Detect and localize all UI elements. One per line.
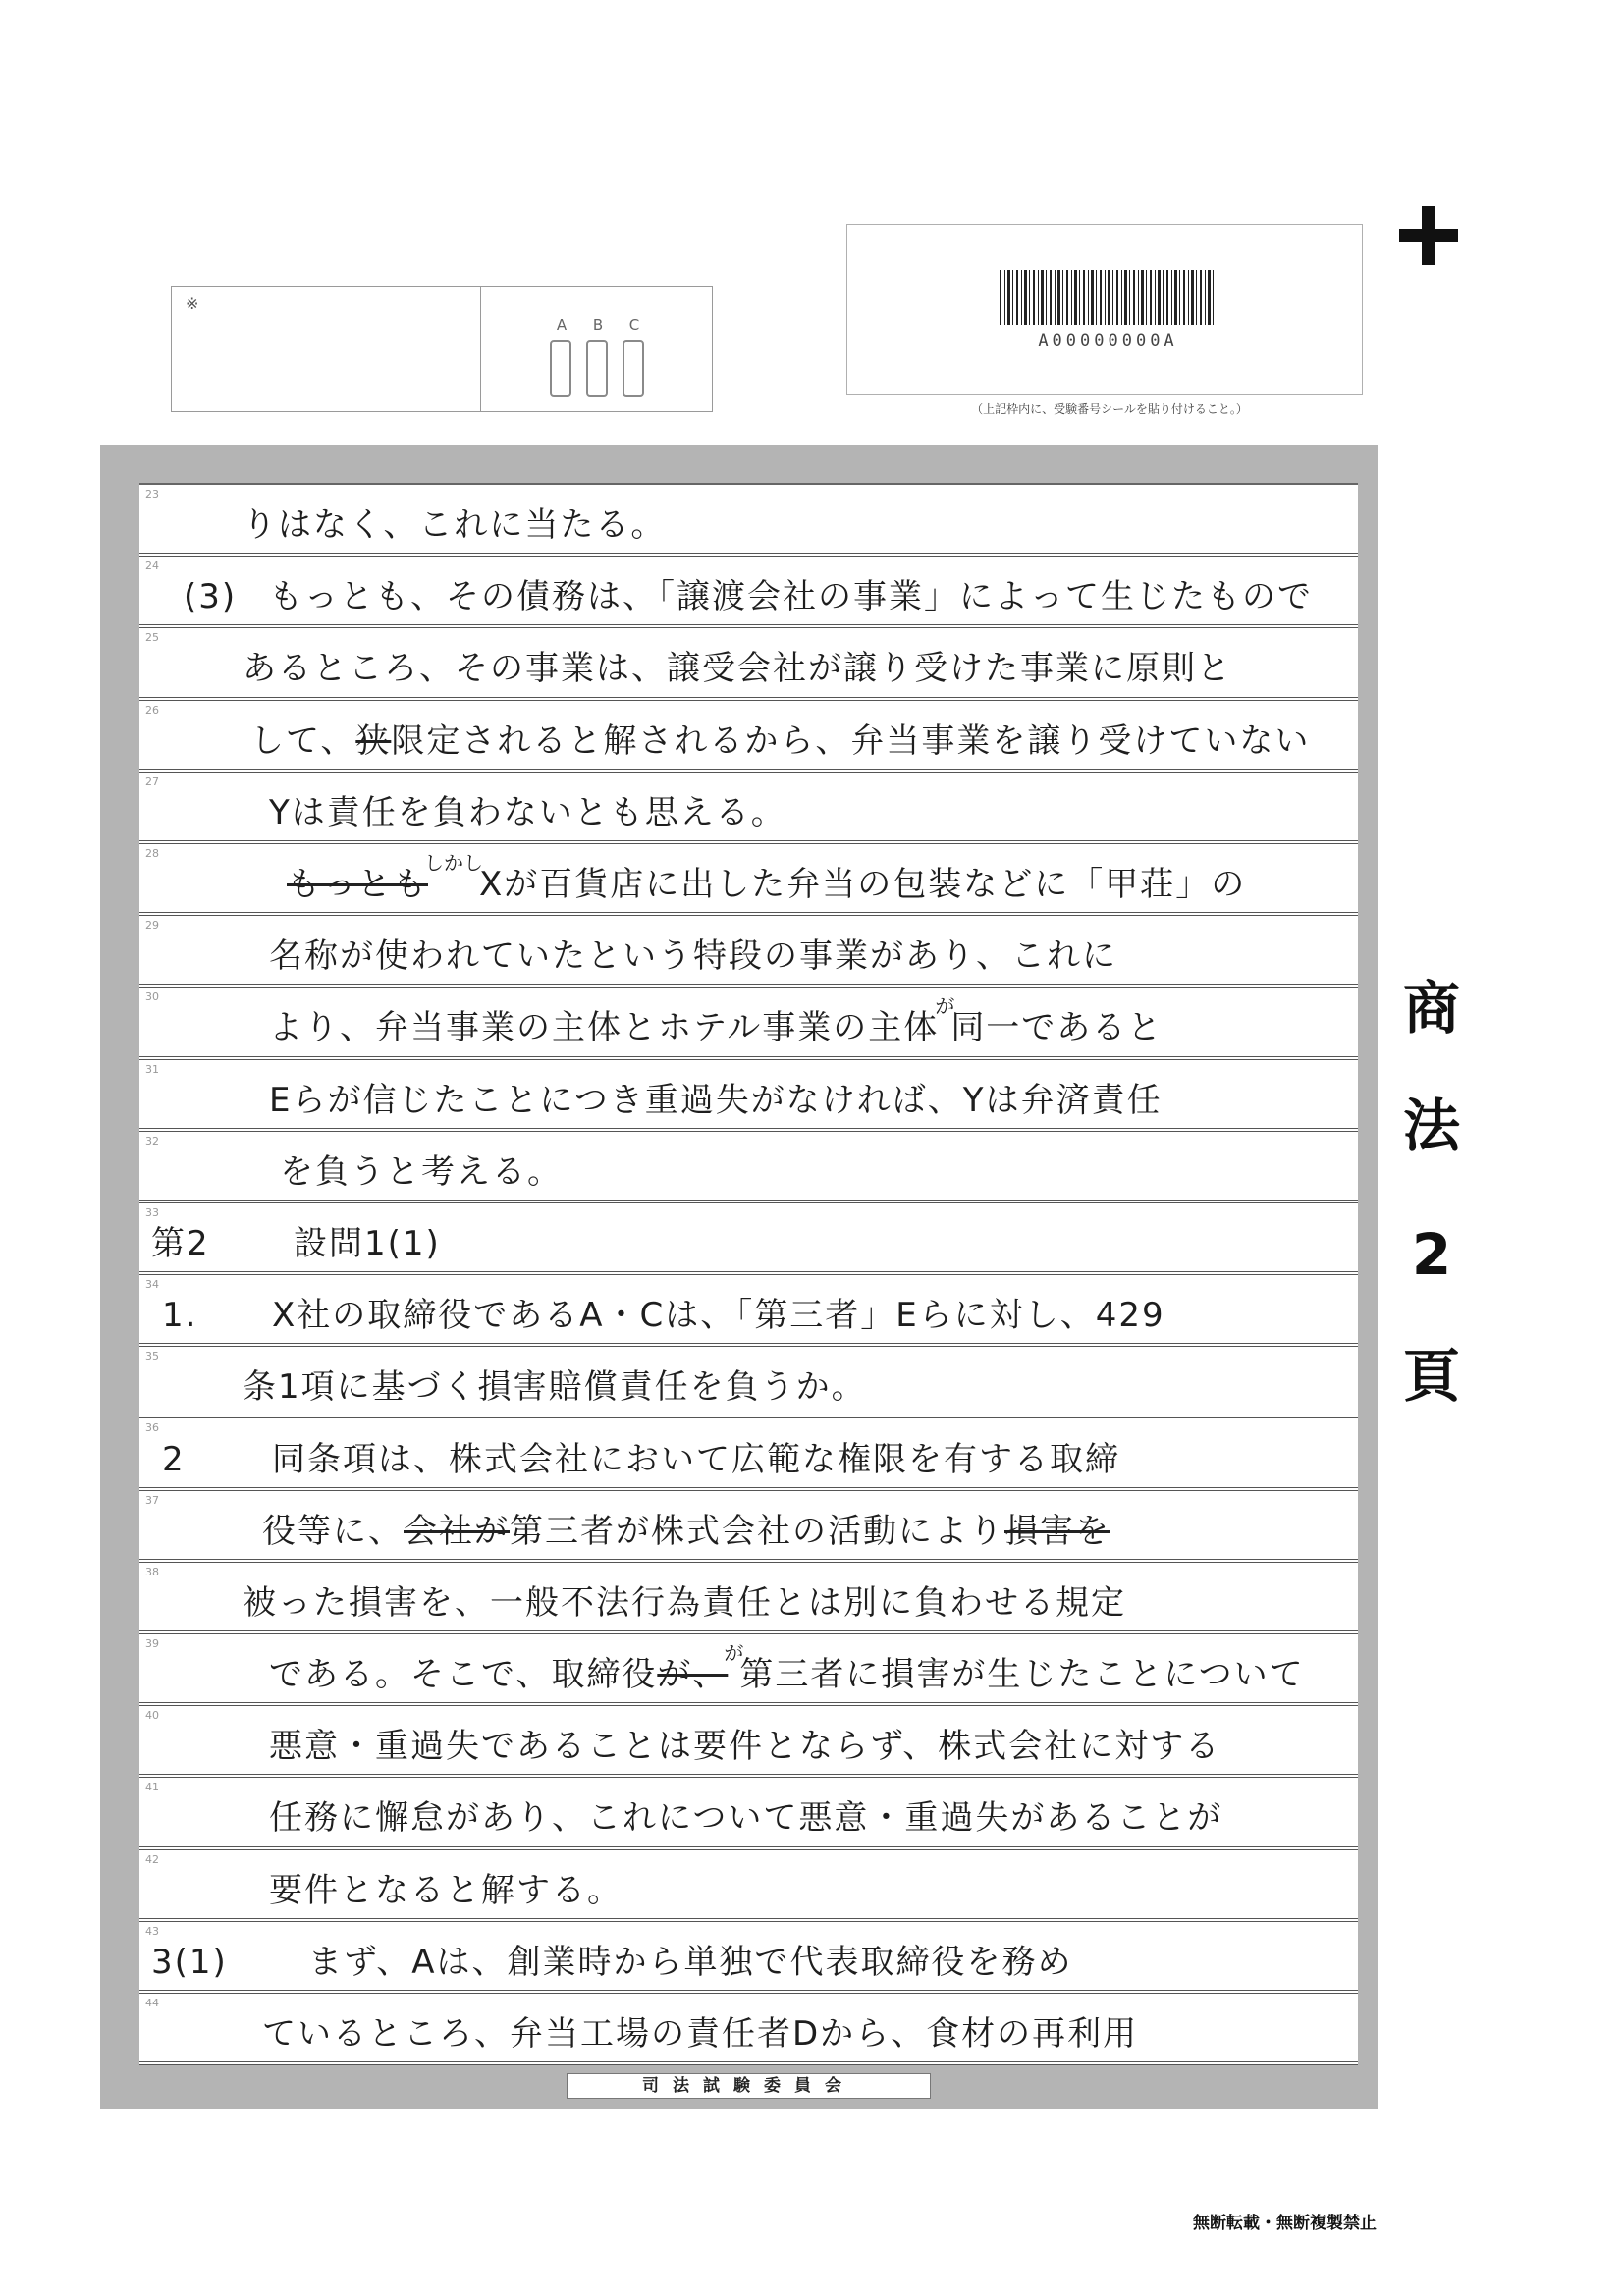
answer-line: [139, 628, 1358, 700]
line-number: 40: [145, 1709, 159, 1723]
subject-char: 商: [1402, 975, 1460, 1041]
line-number: 26: [145, 703, 159, 717]
struck-text: 会社が: [404, 1511, 510, 1551]
line-number: 30: [145, 990, 159, 1004]
barcode-icon: [1000, 270, 1217, 325]
answer-text: 同条項は、株式会社において広範な権限を有する取締: [272, 1439, 1120, 1479]
handwritten-line: [162, 1297, 1165, 1335]
answer-text: 名称が使われていたという特段の事業があり、これに: [269, 936, 1117, 977]
answer-line: [139, 1491, 1358, 1563]
answer-text: Yは責任を負わないとも思える。: [269, 792, 786, 832]
answer-text: もっとも、その債務は、「譲渡会社の事業」によって生じたもので: [269, 577, 1313, 617]
handwritten-line: [243, 1368, 867, 1407]
line-number: 44: [145, 1996, 159, 2009]
item-number: 3(1): [151, 1942, 228, 1982]
line-number: 24: [145, 560, 159, 573]
item-number: 1.: [162, 1296, 198, 1336]
line-number: 33: [145, 1205, 159, 1219]
answer-text: 条1項に基づく損害賠償責任を負うか。: [243, 1367, 867, 1408]
handwritten-line: [243, 650, 1232, 688]
answer-line: [139, 844, 1358, 916]
handwritten-line: [262, 1513, 1110, 1551]
answer-line: [139, 1563, 1358, 1634]
handwritten-line: [269, 794, 786, 832]
line-number: 42: [145, 1852, 159, 1866]
handwritten-line: [269, 994, 1164, 1048]
answer-line: [139, 1922, 1358, 1994]
inserted-text: が: [935, 994, 955, 1019]
line-number: 36: [145, 1421, 159, 1435]
handwritten-line: [162, 1441, 1120, 1479]
struck-text: 狭: [355, 721, 392, 761]
handwritten-line: [269, 1082, 1163, 1120]
mark-box-c: [623, 340, 644, 397]
handwritten-line: [280, 1153, 563, 1192]
answer-text: あるところ、その事業は、譲受会社が譲り受けた事業に原則と: [243, 649, 1232, 689]
handwritten-line: [243, 1584, 1126, 1623]
answer-frame: [100, 445, 1378, 2109]
handwritten-line: [262, 2015, 1138, 2054]
issuer-label: 司法試験委員会: [567, 2073, 931, 2099]
handwritten-line: [269, 1872, 623, 1910]
line-number: 41: [145, 1781, 159, 1794]
answer-text: りはなく、これに当たる。: [243, 506, 667, 546]
answer-line: [139, 773, 1358, 844]
struck-text: 損害を: [1004, 1511, 1110, 1551]
registration-plus-icon: [1399, 206, 1458, 265]
answer-text: 任務に懈怠があり、これについて悪意・重過失があることが: [269, 1798, 1223, 1839]
line-number: 43: [145, 1924, 159, 1938]
answer-text: 要件となると解する。: [269, 1870, 623, 1910]
answer-text: 同一であると: [950, 1008, 1164, 1048]
struck-text: が、: [657, 1655, 729, 1695]
line-number: 28: [145, 846, 159, 860]
answer-line: [139, 1778, 1358, 1849]
line-number: 31: [145, 1062, 159, 1076]
line-number: 39: [145, 1637, 159, 1650]
answer-text: ているところ、弁当工場の責任者Dから、食材の再利用: [262, 2014, 1139, 2055]
answer-text: 被った損害を、一般不法行為責任とは別に負わせる規定: [243, 1582, 1126, 1623]
answer-text: Xが百貨店に出した弁当の包装などに「甲荘」の: [479, 865, 1247, 905]
answer-sheet: [139, 483, 1358, 2064]
answer-line: [139, 916, 1358, 988]
answer-line: [139, 1634, 1358, 1706]
barcode-number: A00000000A: [1038, 331, 1178, 350]
answer-text: 第三者に損害が生じたことについて: [739, 1655, 1305, 1695]
answer-line: [139, 701, 1358, 773]
column-label-a: A: [556, 316, 568, 334]
handwritten-line: [269, 1641, 1305, 1695]
line-number: 32: [145, 1134, 159, 1148]
subject-char: 法: [1402, 1093, 1460, 1159]
line-number: 35: [145, 1350, 159, 1363]
mark-box-a: [550, 340, 571, 397]
answer-text: して、: [250, 721, 356, 761]
answer-line: [139, 1203, 1358, 1275]
answer-line: [139, 557, 1358, 628]
answer-text: 第三者が株式会社の活動により: [510, 1511, 1004, 1551]
line-number: 27: [145, 774, 159, 788]
form-box-divider: [480, 287, 481, 411]
column-label-c: C: [628, 316, 640, 334]
answer-line: [139, 1347, 1358, 1418]
answer-line: [139, 1850, 1358, 1922]
answer-line: [139, 1418, 1358, 1490]
handwritten-line: [184, 578, 1313, 616]
note-mark: ※: [186, 294, 199, 313]
item-number: (3): [184, 577, 238, 617]
answer-text: を負うと考える。: [280, 1151, 563, 1192]
answer-text: X社の取締役であるA・Cは、「第三者」Eらに対し、429: [272, 1296, 1165, 1336]
line-number: 29: [145, 919, 159, 933]
page-unit: 頁: [1402, 1343, 1460, 1410]
answer-line: [139, 988, 1358, 1059]
item-number: 第2: [151, 1223, 210, 1263]
answer-text: 設問1(1): [294, 1223, 441, 1263]
answer-text: Eらが信じたことにつき重過失がなければ、Yは弁済責任: [269, 1080, 1163, 1120]
inserted-text: しかし: [424, 851, 483, 876]
handwritten-line: [287, 851, 1247, 905]
answer-line: [139, 1132, 1358, 1203]
item-number: 2: [162, 1439, 186, 1479]
line-number: 34: [145, 1278, 159, 1292]
handwritten-line: [269, 937, 1117, 976]
line-number: 25: [145, 631, 159, 645]
answer-line: [139, 1275, 1358, 1347]
handwritten-line: [250, 722, 1310, 761]
column-label-b: B: [592, 316, 604, 334]
answer-text: である。そこで、取締役: [269, 1655, 658, 1695]
page-number: 2: [1411, 1221, 1452, 1288]
handwritten-line: [269, 1799, 1222, 1838]
sticker-instruction: （上記枠内に、受験番号シールを貼り付けること。）: [971, 402, 1248, 416]
exam-form-box: [171, 286, 713, 412]
examinee-number-sticker-box: [846, 224, 1363, 395]
copyright-notice: 無断転載・無断複製禁止: [1193, 2214, 1377, 2233]
answer-line: [139, 1060, 1358, 1132]
line-number: 38: [145, 1565, 159, 1578]
answer-text: より、弁当事業の主体とホテル事業の主体: [269, 1008, 940, 1048]
answer-line: [139, 1994, 1358, 2065]
answer-line: [139, 1706, 1358, 1778]
handwritten-line: [151, 1944, 1073, 1982]
answer-text: 役等に、: [262, 1511, 404, 1551]
handwritten-line: [243, 507, 666, 545]
answer-text: まず、Aは、創業時から単独で代表取締役を務め: [308, 1942, 1073, 1982]
line-number: 37: [145, 1493, 159, 1507]
struck-text: もっとも: [287, 865, 428, 905]
inserted-text: が: [724, 1641, 744, 1666]
line-number: 23: [145, 488, 159, 501]
mark-box-b: [586, 340, 608, 397]
handwritten-line: [151, 1225, 441, 1263]
answer-text: 限定されると解されるから、弁当事業を譲り受けていない: [391, 721, 1311, 761]
answer-line: [139, 485, 1358, 557]
answer-text: 悪意・重過失であることは要件とならず、株式会社に対する: [269, 1727, 1221, 1767]
handwritten-line: [269, 1728, 1220, 1766]
